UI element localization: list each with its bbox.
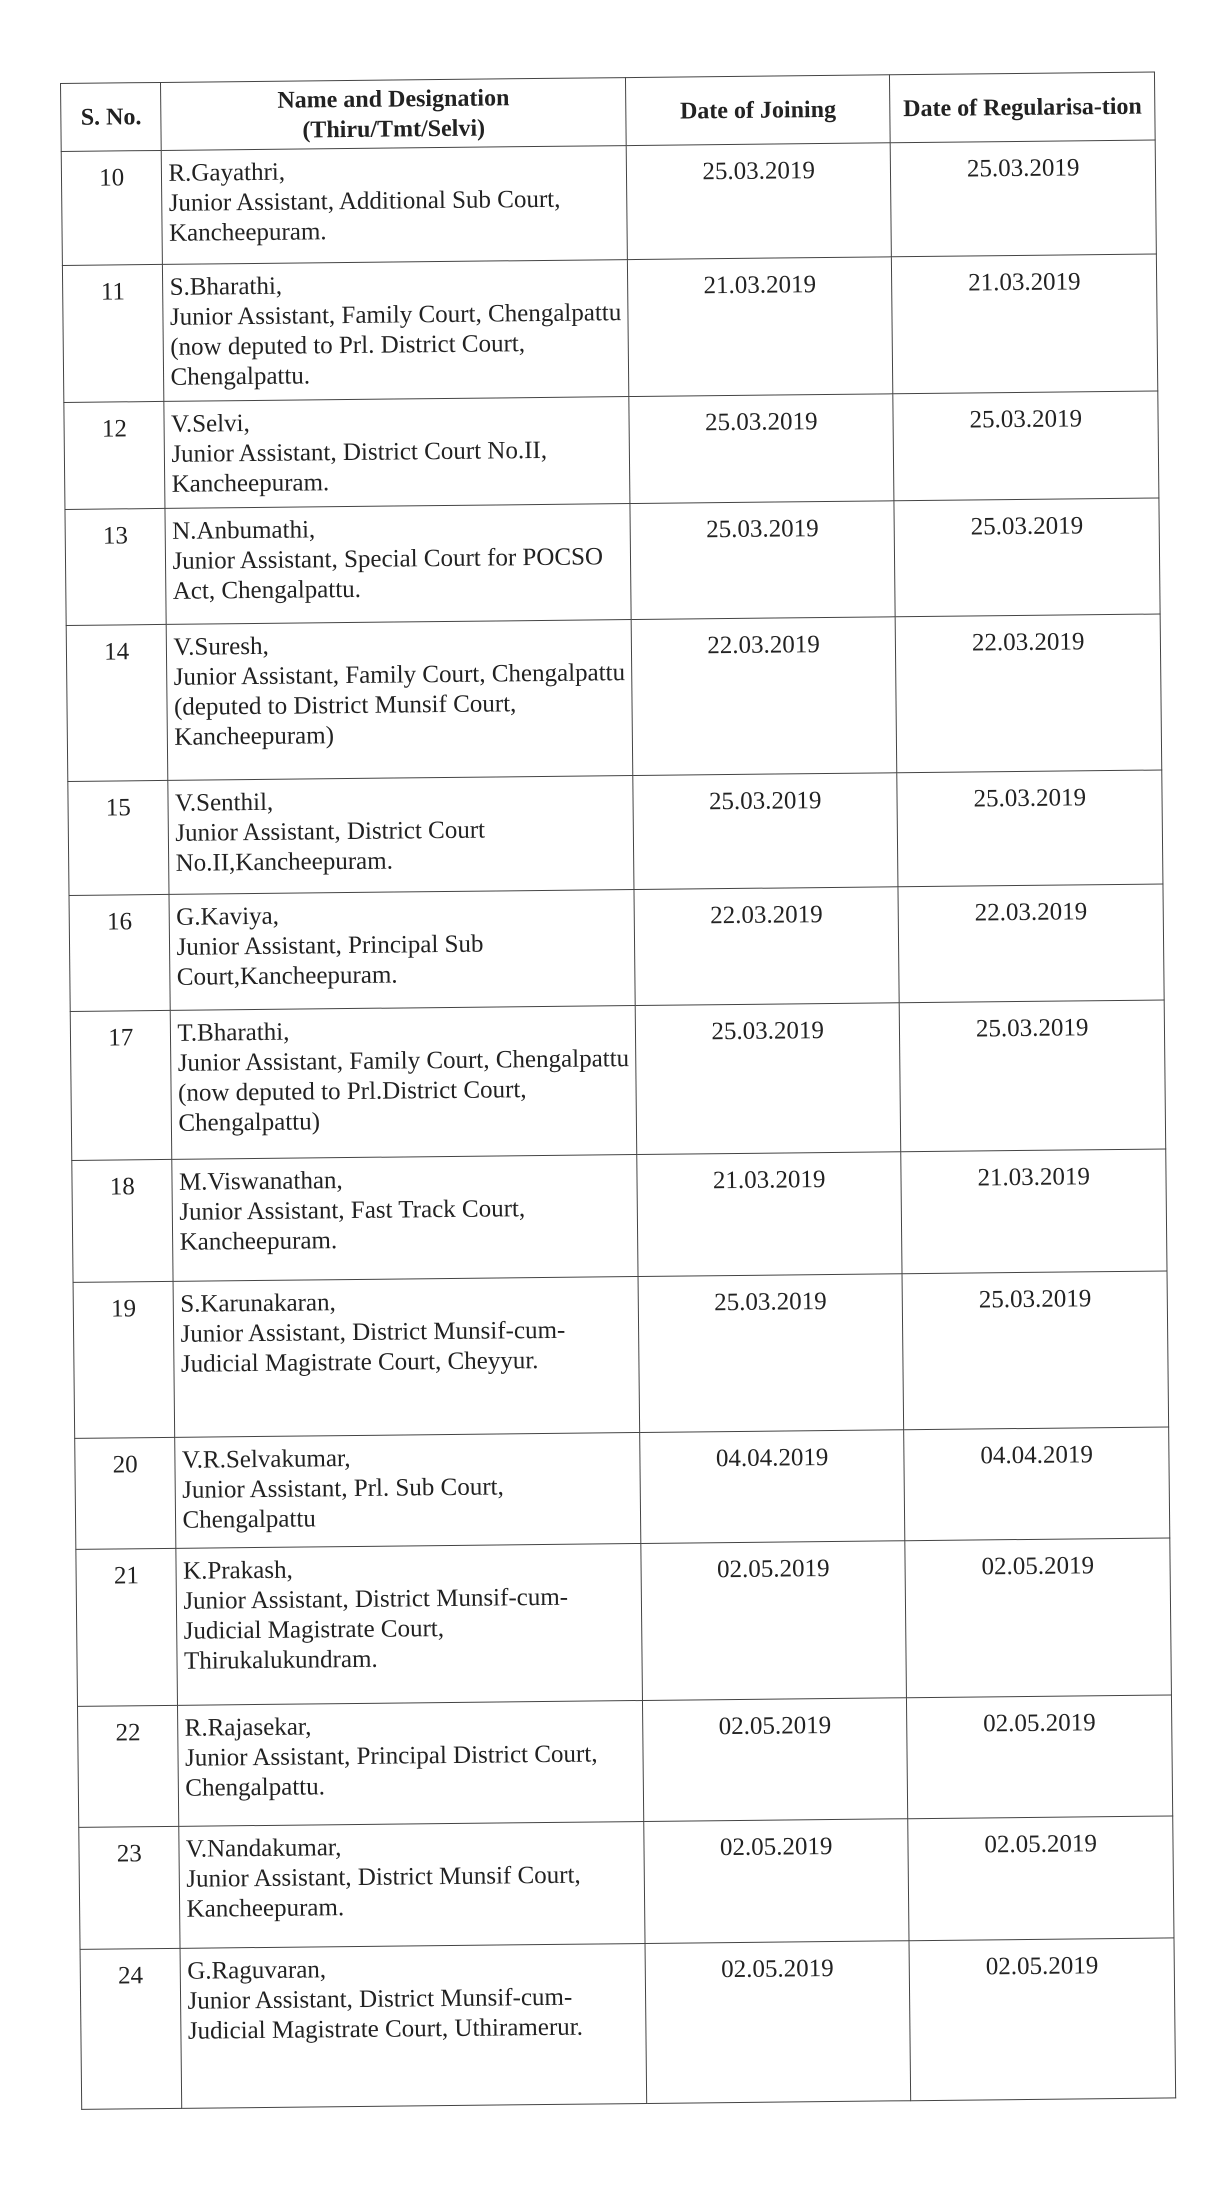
- row-date-of-regularisation: 25.03.2019: [897, 770, 1163, 887]
- row-date-of-regularisation: 25.03.2019: [902, 1271, 1168, 1430]
- header-name: [161, 78, 626, 151]
- employee-designation: Junior Assistant, Prl. Sub Court, Chengalpattu: [182, 1473, 504, 1534]
- row-name-designation: [175, 1433, 641, 1549]
- header-name-label: Name and Designation: [277, 84, 510, 114]
- row-date-of-joining: 25.03.2019: [630, 501, 896, 620]
- employee-designation: Junior Assistant, District Munsif Court, Kancheepuram.: [186, 1861, 581, 1923]
- employee-name: K.Prakash,: [182, 1556, 293, 1585]
- header-sno: S. No.: [61, 82, 162, 151]
- table-row: [78, 1695, 1173, 1827]
- row-sno: 10: [61, 150, 163, 265]
- staff-table: [60, 72, 1176, 2110]
- row-sno: 18: [72, 1159, 174, 1282]
- table-row: [76, 1538, 1172, 1706]
- row-name-designation: [167, 620, 633, 781]
- employee-name: V.Selvi,: [170, 410, 250, 438]
- employee-designation: Junior Assistant, Family Court, Chengalpattu (now deputed to Prl. District Court, Chengalpattu.: [169, 299, 622, 391]
- table-row: [80, 1938, 1176, 2109]
- row-sno: 17: [70, 1010, 172, 1160]
- employee-name: V.R.Selvakumar,: [181, 1445, 351, 1474]
- row-name-designation: [163, 260, 629, 402]
- row-date-of-joining: 02.05.2019: [645, 1941, 911, 2104]
- row-date-of-joining: 25.03.2019: [626, 143, 892, 260]
- row-date-of-regularisation: 21.03.2019: [901, 1149, 1167, 1274]
- row-sno: 24: [80, 1948, 182, 2109]
- row-date-of-joining: 21.03.2019: [637, 1152, 903, 1277]
- employee-name: V.Senthil,: [174, 788, 274, 817]
- table-row: [75, 1427, 1170, 1549]
- employee-name: T.Bharathi,: [177, 1018, 290, 1047]
- employee-designation: Junior Assistant, District Court No.II, Kancheepuram.: [171, 436, 548, 498]
- table-row: [69, 884, 1164, 1011]
- row-date-of-regularisation: 02.05.2019: [908, 1816, 1174, 1941]
- table-row: [70, 1000, 1166, 1160]
- row-sno: 19: [73, 1281, 175, 1438]
- employee-designation: Junior Assistant, District Munsif-cum-Judicial Magistrate Court, Cheyyur.: [180, 1316, 566, 1378]
- row-date-of-regularisation: 25.03.2019: [891, 140, 1157, 257]
- row-name-designation: [181, 1943, 647, 2108]
- row-date-of-joining: 02.05.2019: [641, 1541, 907, 1701]
- employee-name: S.Karunakaran,: [180, 1289, 336, 1318]
- row-date-of-regularisation: 02.05.2019: [905, 1538, 1171, 1698]
- employee-name: N.Anbumathi,: [172, 516, 316, 545]
- table-row: [62, 254, 1157, 402]
- row-date-of-regularisation: 21.03.2019: [892, 254, 1158, 394]
- row-date-of-joining: 02.05.2019: [642, 1698, 908, 1822]
- row-name-designation: [172, 1155, 638, 1282]
- row-name-designation: [164, 397, 630, 509]
- row-date-of-joining: 25.03.2019: [633, 773, 899, 890]
- row-name-designation: [174, 1277, 640, 1438]
- row-date-of-joining: 25.03.2019: [629, 394, 895, 504]
- row-date-of-regularisation: 22.03.2019: [896, 614, 1162, 773]
- row-name-designation: [168, 776, 634, 895]
- employee-name: R.Gayathri,: [168, 158, 286, 187]
- employee-designation: Junior Assistant, District Munsif-cum-Judicial Magistrate Court, Uthiramerur.: [187, 1983, 584, 2045]
- employee-designation: Junior Assistant, Fast Track Court, Kancheepuram.: [179, 1195, 526, 1256]
- row-sno: 16: [69, 894, 171, 1011]
- row-sno: 21: [76, 1548, 178, 1706]
- row-date-of-joining: 21.03.2019: [627, 257, 893, 397]
- employee-name: R.Rajasekar,: [184, 1713, 312, 1742]
- row-date-of-regularisation: 04.04.2019: [904, 1427, 1170, 1541]
- employee-name: G.Raguvaran,: [187, 1956, 327, 1985]
- employee-designation: Junior Assistant, Principal Sub Court,Kancheepuram.: [176, 930, 484, 991]
- row-sno: 14: [66, 624, 168, 781]
- employee-designation: Junior Assistant, District Munsif-cum-Judicial Magistrate Court, Thirukalukundram.: [183, 1583, 569, 1675]
- header-doj: Date of Joining: [625, 75, 890, 146]
- row-name-designation: [165, 504, 631, 625]
- employee-designation: Junior Assistant, Additional Sub Court, Kancheepuram.: [168, 185, 561, 247]
- row-date-of-joining: 25.03.2019: [638, 1274, 904, 1433]
- employee-designation: Junior Assistant, District Court No.II,Kancheepuram.: [175, 816, 486, 877]
- row-sno: 12: [64, 401, 166, 509]
- table-row: [79, 1816, 1174, 1949]
- employee-name: V.Nandakumar,: [185, 1834, 342, 1863]
- row-date-of-joining: 02.05.2019: [644, 1819, 910, 1944]
- employee-name: M.Viswanathan,: [178, 1167, 343, 1196]
- row-sno: 11: [62, 264, 164, 402]
- employee-name: G.Kaviya,: [176, 902, 280, 931]
- row-date-of-joining: 22.03.2019: [634, 887, 900, 1006]
- row-name-designation: [178, 1700, 644, 1826]
- row-date-of-regularisation: 02.05.2019: [907, 1695, 1173, 1819]
- row-date-of-regularisation: 22.03.2019: [898, 884, 1164, 1003]
- table-row: [65, 498, 1160, 625]
- row-sno: 13: [65, 508, 167, 625]
- table-row: [73, 1271, 1169, 1438]
- header-row: [61, 72, 1156, 151]
- row-sno: 23: [79, 1826, 181, 1949]
- table-row: [72, 1149, 1167, 1282]
- employee-designation: Junior Assistant, Family Court, Chengalpattu (deputed to District Munsif Court, Kancheepuram): [173, 659, 626, 751]
- row-sno: 22: [78, 1705, 180, 1827]
- employee-designation: Junior Assistant, Special Court for POCSO Act, Chengalpattu.: [172, 543, 604, 605]
- row-name-designation: [162, 146, 628, 265]
- row-date-of-regularisation: 25.03.2019: [893, 391, 1159, 501]
- header-name-sub: (Thiru/Tmt/Selvi): [302, 115, 486, 143]
- row-name-designation: [179, 1821, 645, 1948]
- row-sno: 15: [68, 780, 170, 895]
- header-dor: Date of Regularisa-tion: [890, 72, 1155, 143]
- employee-designation: Junior Assistant, Family Court, Chengalpattu (now deputed to Prl.District Court, Chengalpattu): [177, 1045, 630, 1137]
- row-name-designation: [171, 1006, 637, 1160]
- table-row: [66, 614, 1162, 781]
- row-date-of-regularisation: 25.03.2019: [900, 1000, 1166, 1152]
- table-row: [68, 770, 1163, 895]
- row-date-of-regularisation: 25.03.2019: [894, 498, 1160, 617]
- row-name-designation: [169, 890, 635, 1011]
- row-date-of-joining: 04.04.2019: [640, 1430, 906, 1544]
- row-date-of-joining: 25.03.2019: [635, 1003, 901, 1155]
- employee-designation: Junior Assistant, Principal District Court, Chengalpattu.: [184, 1740, 598, 1802]
- employee-name: V.Suresh,: [173, 632, 269, 661]
- row-name-designation: [176, 1543, 642, 1705]
- row-date-of-regularisation: 02.05.2019: [909, 1938, 1175, 2101]
- row-date-of-joining: 22.03.2019: [631, 617, 897, 776]
- row-sno: 20: [75, 1437, 177, 1549]
- table-row: [64, 391, 1159, 509]
- table-row: [61, 140, 1156, 265]
- employee-name: S.Bharathi,: [169, 272, 283, 301]
